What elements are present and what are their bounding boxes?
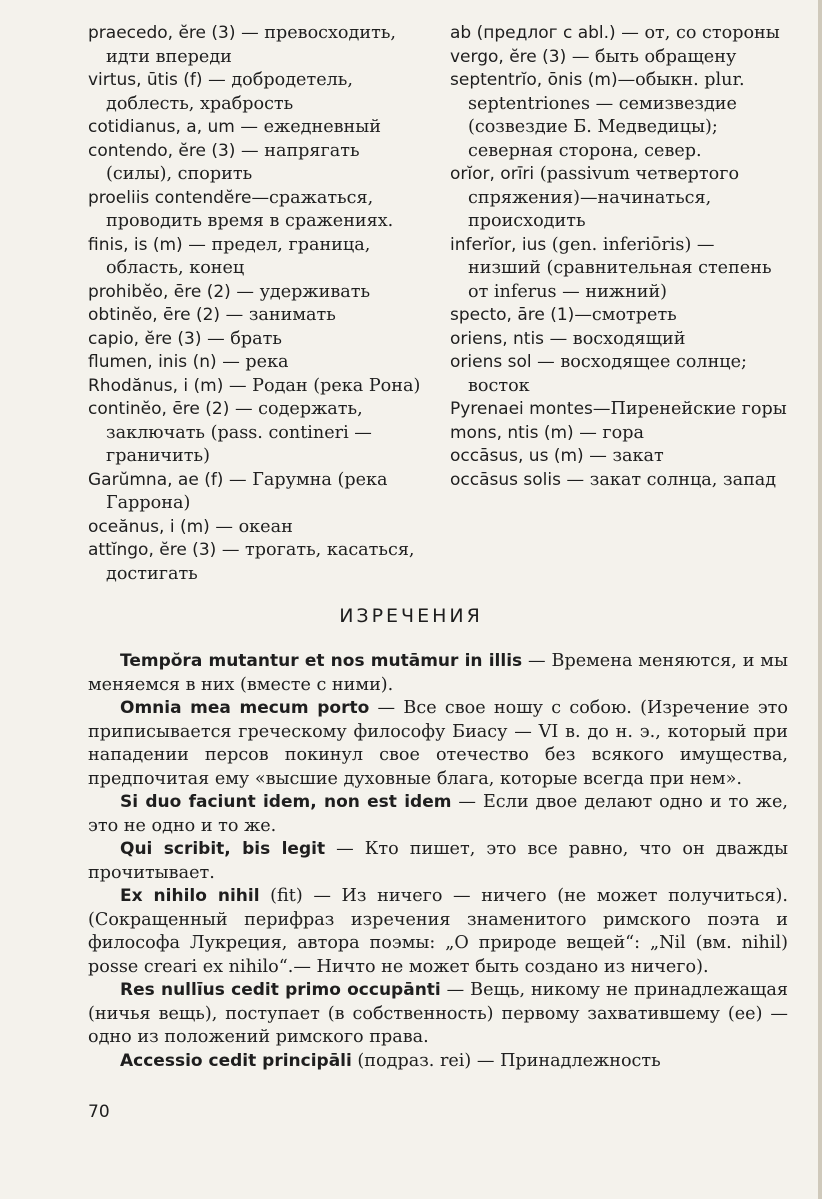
latin-word: capio, ĕre (3) (88, 328, 202, 349)
latin-word: septentrĭo, ōnis (m) (450, 70, 618, 90)
latin-word: continĕo, ēre (2) (88, 399, 230, 419)
latin-word: virtus, ūtis (f) (88, 70, 203, 90)
word-definition: — река (216, 352, 289, 372)
word-definition: —смотреть (574, 305, 677, 325)
word-definition: — добродетель, доблесть, храбрость (106, 70, 353, 114)
glossary-entry (88, 187, 428, 234)
word-definition: — трогать, касаться, достигать (106, 540, 415, 584)
word-definition: — закат (583, 446, 664, 466)
word-definition: — предел, граница, область, конец (106, 234, 371, 278)
glossary-entry (450, 304, 790, 328)
glossary-entry (88, 469, 428, 516)
saying-translation: — Времена меняются, и мы меняемся в них (вместе с ними). (88, 651, 788, 695)
glossary-entry (450, 422, 790, 446)
glossary-entry (450, 398, 790, 422)
glossary-entry (88, 375, 428, 399)
saying-translation: — Кто пишет, это все равно, что он дважды прочитывает. (88, 839, 789, 883)
glossary-entry (450, 163, 790, 234)
saying (88, 791, 788, 838)
saying-latin: Ex nihilo nihil (120, 886, 260, 906)
latin-word: contendo, ĕre (3) (88, 140, 236, 161)
saying-translation: — Вещь, никому не принадлежащая (ничья вещь), поступает (в собственность) первому захватившему (ее) — одно из положений римского права. (88, 980, 788, 1047)
word-definition: — ежедневный (234, 117, 381, 137)
word-definition: — напрягать (силы), спорить (106, 140, 360, 184)
latin-word: prohibĕo, ēre (2) (88, 281, 231, 302)
saying (88, 650, 788, 697)
saying-latin: Tempŏra mutantur et nos mutāmur in illis (120, 651, 523, 671)
word-definition: — удерживать (230, 281, 371, 302)
glossary-entry (450, 351, 790, 398)
glossary-entry (88, 116, 428, 140)
word-definition: —сражаться, проводить время в сражениях. (106, 187, 394, 231)
glossary-entry (88, 328, 428, 352)
glossary-entry (88, 398, 428, 469)
saying-latin: Omnia mea mecum porto (120, 698, 370, 718)
word-definition: — брать (201, 328, 282, 349)
latin-word: flumen, inis (n) (88, 352, 217, 372)
latin-word: mons, ntis (m) (450, 422, 574, 443)
glossary-entry (450, 234, 790, 305)
saying (88, 979, 788, 1050)
word-definition: — восходящий (544, 328, 686, 349)
glossary-entry (88, 539, 428, 586)
saying-translation: (подраз. rei) — Принадлежность (351, 1050, 661, 1071)
latin-word: occāsus solis (450, 469, 561, 490)
glossary-entry (450, 328, 790, 352)
saying-latin: Accessio cedit principāli (120, 1050, 352, 1071)
word-definition: — превосходить, идти впереди (106, 23, 396, 67)
saying-latin: Res nullīus cedit primo occupānti (120, 980, 441, 1000)
latin-word: oceănus, i (m) (88, 516, 210, 537)
saying (88, 885, 788, 979)
saying-translation: — Все свое ношу с собою. (Изречение это приписывается греческому философу Биасу — VI в. до н. э., который при нападении персов покинул свое отечество без всякого имущества, предпочитая ему «высшие духовные блага, которые всегда при нем». (88, 698, 788, 789)
page-number: 70 (88, 1102, 110, 1122)
word-definition: — от, со стороны (615, 23, 780, 43)
glossary-entry (450, 469, 790, 493)
word-definition: — закат солнца, запад (560, 469, 777, 490)
saying-translation: (fit) — Из ничего — ничего (не может получиться). (Сокращенный перифраз изречения знаменитого римского поэта и философа Лукреция, автора поэмы: „О природе вещей“: „Nil (вм. nihil) posse creari ex nihilo“.— Ничто не может быть создано из ничего). (88, 886, 788, 977)
saying (88, 838, 788, 885)
word-definition: —обыкн. plur. septentriones — семизвездие (созвездие Б. Медведицы); северная сторона, север. (468, 70, 745, 161)
glossary-right-column (450, 22, 790, 492)
latin-word: finis, is (m) (88, 234, 183, 255)
word-definition: — содержать, заключать (pass. contineri — граничить) (106, 399, 372, 466)
latin-word: ab (предлог с abl.) (450, 23, 616, 43)
word-definition: —Пиренейские горы (592, 399, 787, 419)
latin-word: Rhodănus, i (m) (88, 375, 224, 396)
page-edge (818, 0, 822, 1199)
saying-latin: Si duo faciunt idem, non est idem (120, 792, 452, 812)
latin-word: specto, āre (1) (450, 305, 575, 325)
word-definition: (gen. inferiōris) — низший (сравнительная степень от inferus — нижний) (468, 234, 772, 302)
section-title: ИЗРЕЧЕНИЯ (339, 605, 483, 627)
glossary-entry (88, 516, 428, 540)
latin-word: cotidianus, a, um (88, 117, 235, 137)
glossary-left-column (88, 22, 428, 586)
latin-word: occāsus, us (m) (450, 446, 584, 466)
word-definition: — Родан (река Рона) (223, 375, 421, 396)
glossary-entry (88, 304, 428, 328)
glossary-entry (88, 281, 428, 305)
word-definition: — восходящее солнце; восток (468, 352, 747, 396)
glossary-entry (450, 46, 790, 70)
latin-word: vergo, ĕre (3) (450, 46, 567, 67)
latin-word: inferĭor, ius (450, 234, 547, 255)
glossary-entry (88, 22, 428, 69)
latin-word: oriens sol (450, 352, 532, 372)
latin-word: obtinĕo, ēre (2) (88, 305, 221, 325)
latin-word: attĭngo, ĕre (3) (88, 540, 217, 560)
glossary-entry (450, 445, 790, 469)
sayings-block (88, 650, 788, 1073)
word-definition: — занимать (220, 305, 336, 325)
saying-latin: Qui scribit, bis legit (120, 839, 326, 859)
glossary-entry (450, 69, 790, 163)
latin-word: Pyrenaei montes (450, 399, 593, 419)
word-definition: (passivum четвертого спряжения)—начинаться, происходить (468, 164, 740, 231)
glossary-entry (88, 140, 428, 187)
latin-word: oriens, ntis (450, 328, 545, 349)
latin-word: proeliis contendĕre (88, 187, 252, 208)
word-definition: — Гарумна (река Гаррона) (106, 469, 388, 513)
glossary-entry (450, 22, 790, 46)
glossary-entry (88, 234, 428, 281)
word-definition: — быть обращену (566, 46, 737, 67)
latin-word: praecedo, ĕre (3) (88, 23, 236, 43)
glossary-entry (88, 351, 428, 375)
latin-word: Garŭmna, ae (f) (88, 469, 224, 490)
glossary-entry (88, 69, 428, 116)
word-definition: — гора (573, 422, 644, 443)
saying (88, 697, 788, 791)
word-definition: — океан (209, 516, 293, 537)
saying-translation: — Если двое делают одно и то же, это не одно и то же. (88, 792, 788, 836)
saying (88, 1050, 788, 1074)
latin-word: orĭor, orīri (450, 164, 535, 184)
